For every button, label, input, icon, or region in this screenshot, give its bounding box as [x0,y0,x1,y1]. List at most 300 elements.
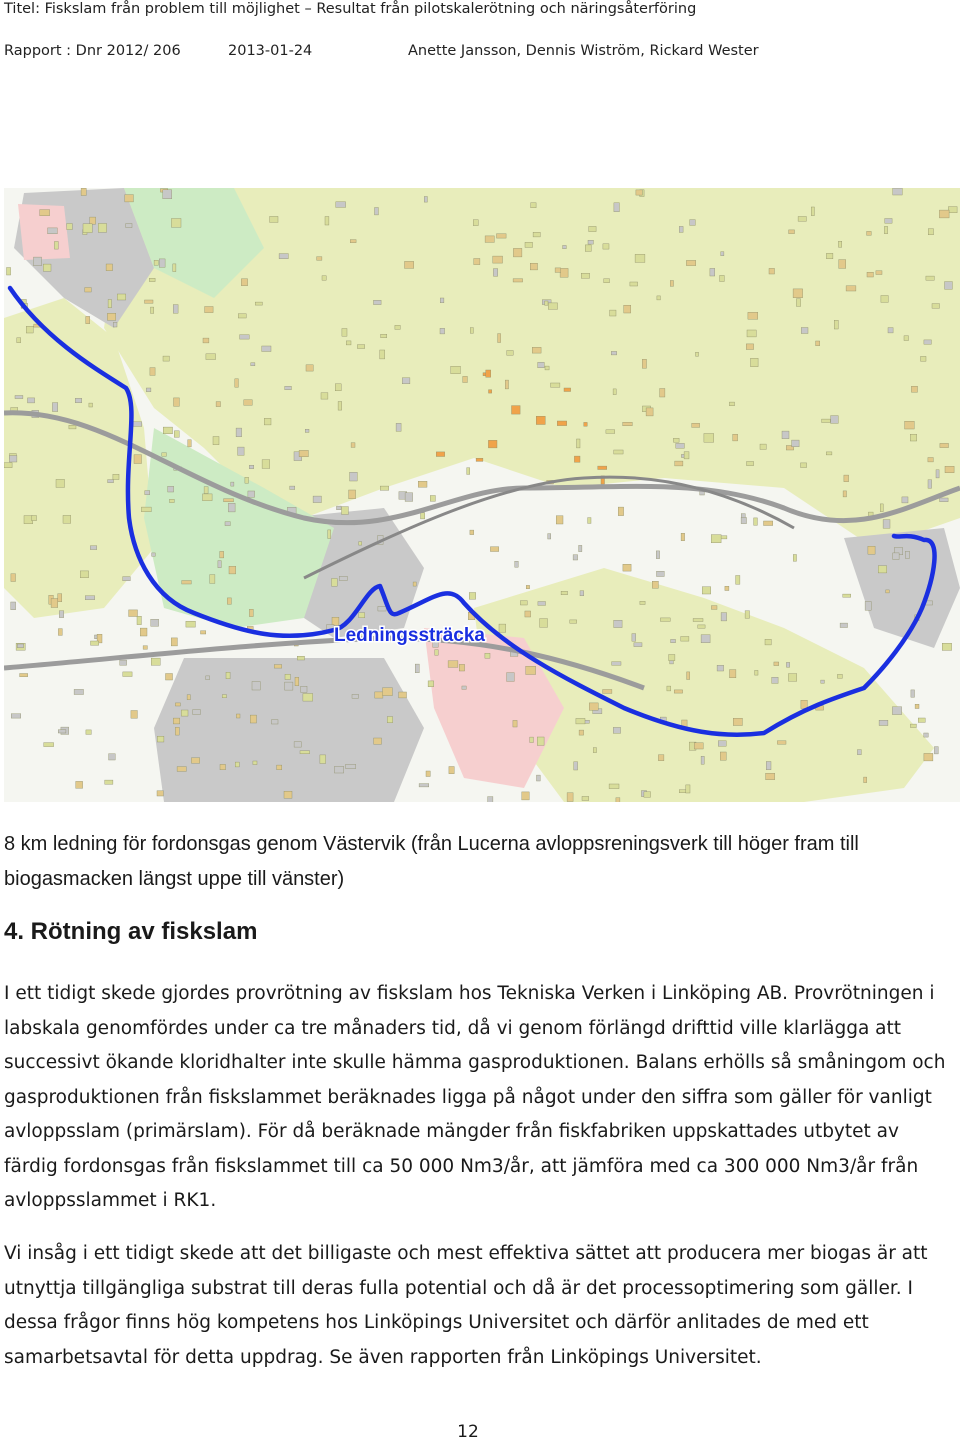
building [772,677,778,683]
building [537,737,544,745]
building [81,188,86,195]
building [610,310,616,316]
building [137,616,141,624]
building [886,590,890,593]
building [844,475,849,482]
building [888,328,893,333]
building [248,491,255,497]
building [801,463,807,468]
building [867,272,873,277]
building [589,703,598,710]
building [253,761,257,765]
building [545,366,549,370]
building [690,220,696,226]
building [470,530,474,535]
building [614,620,622,627]
building [576,718,585,724]
building [489,390,492,393]
building [588,518,591,524]
building [448,661,458,668]
building [238,314,246,318]
report-authors: Anette Jansson, Dennis Wiström, Rickard Wester [408,43,759,59]
building [274,665,282,669]
building [843,491,846,497]
building [218,561,221,568]
building [667,686,671,691]
building [657,296,661,300]
building [162,453,167,456]
building [624,305,631,313]
building [415,664,419,673]
building [701,635,710,643]
building [346,341,351,345]
building [531,203,536,208]
building [729,402,734,406]
building [725,586,729,590]
building [342,329,347,337]
building [334,766,343,773]
building [652,581,658,588]
building [498,334,501,343]
building [90,217,96,224]
building [145,300,154,303]
building [134,455,142,464]
building [910,724,916,727]
building [320,755,326,764]
building [419,784,429,787]
building [317,257,322,261]
building [203,338,209,343]
building [932,304,940,309]
building [548,534,551,539]
building [52,403,57,412]
building [747,462,754,466]
building [880,504,883,512]
building [485,653,490,658]
building [226,672,230,679]
building [642,359,646,368]
building [497,234,507,238]
building [692,423,700,427]
building [560,268,568,277]
building [359,613,365,618]
building [69,425,76,429]
building [270,216,278,222]
building [236,428,242,437]
building [106,264,112,271]
building [766,773,775,779]
building [17,338,21,343]
building [538,362,545,368]
building [378,606,386,611]
building [177,767,186,772]
building [721,613,727,621]
building [721,252,724,256]
building [507,351,513,356]
building [493,269,497,277]
building [159,259,165,267]
paragraph-1: I ett tidigt skede gjordes provrötning av fiskslam hos Tekniska Verken i Linköping AB. Provrötningen i labskala genomfördes under ca tre månaders tid, då vi genom förlängd drifttid ville klarlägga att successivt ökande kloridhalter inte skulle hämma gasproduktionen. Balans erhölls så småningom och gasproduktionen från fiskslammet beräknades ligga på något under den siffra som gäller för vanligt avloppsslam (primärslam). För då beräknade mängder från fiskfabriken uppskattades utbytet av färdig fordonsgas från fiskslammet till ca 50 000 Nm3/år, att jämföra med ca 300 000 Nm3/år från avloppsslammet i RK1. [4,983,946,1211]
building [28,398,35,403]
building [834,320,838,329]
building [305,429,309,432]
building [934,747,938,754]
building [736,576,740,585]
building [928,480,932,489]
building [526,666,536,674]
building [80,571,88,578]
building [718,741,726,746]
building [107,313,115,320]
building [204,487,208,494]
building [4,463,12,468]
building [85,596,95,600]
building [56,479,65,487]
building [474,259,480,265]
building [332,617,339,625]
building [741,518,746,524]
building [151,307,154,313]
building [613,389,616,395]
building [911,386,917,392]
building [63,515,71,523]
building [264,418,271,425]
building [940,443,949,447]
building [240,335,250,339]
building [424,197,427,203]
building [733,434,738,441]
building [375,208,379,215]
building [884,226,887,233]
building [359,542,362,545]
building [839,260,846,269]
building [644,792,651,798]
building [564,388,571,392]
building [525,611,531,617]
building [141,507,151,512]
building [798,217,806,222]
building [556,516,563,524]
building [54,242,58,250]
building [313,496,321,503]
building [220,551,224,558]
building [618,507,623,515]
building [769,268,775,274]
building [522,792,529,800]
building [175,727,179,735]
building [876,271,882,275]
building [213,437,219,445]
building [108,480,114,483]
building [681,637,689,642]
building [686,260,695,265]
building [846,286,856,291]
building [90,546,97,550]
building [252,682,260,691]
building [910,434,917,441]
building [801,328,808,334]
building [163,356,169,361]
building [108,300,111,308]
building [537,775,541,781]
building [174,431,179,438]
building [893,188,903,195]
building [924,733,929,737]
building [338,402,342,411]
building [277,765,282,770]
building [557,421,566,426]
building [428,681,434,687]
building [921,356,927,361]
building [154,260,158,265]
building [113,322,117,327]
building [530,737,534,742]
building [533,232,540,237]
building [945,282,953,290]
building [603,244,609,249]
building [777,741,786,744]
building [720,752,726,760]
building [673,438,679,442]
building [40,210,50,216]
building [58,730,66,733]
building [545,301,548,305]
building [140,628,147,636]
building [574,762,578,770]
building [143,646,147,649]
building [760,444,766,449]
building [7,268,11,276]
building [513,720,517,727]
building [609,784,619,789]
building [440,298,444,303]
building [205,307,214,313]
building [918,718,925,722]
building [173,264,176,272]
building [679,790,686,793]
building [515,561,518,567]
building [693,619,703,622]
building [126,224,132,228]
building [346,764,356,769]
building [711,535,721,543]
building [224,499,234,502]
building [322,276,326,281]
building [74,689,83,694]
building [89,403,93,407]
building [905,551,909,558]
building [151,658,160,665]
building [563,245,567,248]
building [285,682,293,690]
building [206,676,210,680]
building [295,677,299,686]
building [32,516,37,521]
building [883,520,890,529]
building [657,571,665,576]
building [17,644,23,648]
building [351,443,355,448]
building [687,672,690,680]
building [604,279,610,283]
building [174,398,180,406]
building [299,450,308,456]
building [244,400,252,406]
building [902,497,908,503]
building [532,347,541,353]
building [285,386,292,389]
building [51,599,58,608]
building [418,481,427,487]
building [449,767,454,774]
building [513,248,522,257]
pipeline-map [4,188,960,802]
building [623,564,631,571]
building [325,217,329,226]
building [306,365,313,371]
building [561,591,567,595]
building [788,674,796,682]
building [579,730,584,735]
building [222,695,226,698]
building [383,688,393,696]
building [181,710,188,716]
building [303,694,313,702]
building [271,720,278,724]
building [227,598,231,604]
building [220,764,226,769]
building [171,219,181,228]
building [782,431,789,439]
building [421,513,425,519]
building [321,393,328,399]
report-date: 2013-01-24 [228,43,313,59]
building [342,507,349,515]
building [636,190,642,195]
building [733,718,742,725]
building [476,458,483,461]
building [297,656,304,660]
building [701,756,704,764]
building [413,582,416,586]
building [301,686,307,692]
section-heading: 4. Rötning av fiskslam [4,918,258,945]
industrial-area-east [844,528,960,648]
building [606,430,615,434]
building [285,674,290,679]
building [555,268,561,273]
building [789,230,795,234]
building [129,610,138,617]
building [133,422,142,427]
building [635,254,645,262]
building [634,643,642,647]
building [146,388,151,392]
building [387,717,393,723]
building [193,710,201,715]
building [577,439,581,448]
building [573,555,578,560]
building [152,553,156,556]
building [538,602,546,606]
building [105,780,113,784]
building [58,594,62,602]
building [940,498,949,502]
building [593,748,596,753]
building [182,581,192,585]
building [493,256,503,263]
building [435,650,439,655]
building [816,341,820,346]
building [924,753,933,761]
building [120,660,127,665]
building [396,423,401,431]
building [614,450,623,454]
building [674,690,682,693]
building [255,302,262,305]
building [76,781,83,788]
building [588,240,593,244]
building [499,624,506,632]
building [262,460,270,469]
building [339,576,347,580]
building [520,601,527,605]
building [145,491,150,495]
building [262,346,271,352]
building [694,743,703,749]
building [58,629,62,636]
building [67,224,73,230]
building [381,334,387,338]
building [488,440,497,448]
building [747,330,756,337]
building [513,279,523,282]
report-number: Rapport : Dnr 2012/ 206 [4,43,181,59]
building [878,566,887,573]
building [191,758,199,763]
building [567,793,573,802]
building [131,711,138,719]
building [250,715,256,723]
building [123,672,132,677]
building [630,282,638,286]
building [675,461,683,466]
building [228,503,235,512]
building [526,585,529,588]
building [764,521,773,526]
building [337,506,342,510]
building [748,312,758,319]
building [352,694,359,698]
building [245,477,249,483]
building [751,358,759,367]
building [225,522,230,526]
building [290,486,295,489]
building [660,618,670,622]
building [486,370,491,377]
building [893,553,899,560]
building [530,263,537,270]
building [745,611,749,618]
building [505,380,508,389]
building [241,279,247,286]
building [113,474,119,479]
building [170,499,175,502]
building [405,261,414,268]
building [660,389,665,398]
building [911,690,915,697]
building [300,751,310,754]
